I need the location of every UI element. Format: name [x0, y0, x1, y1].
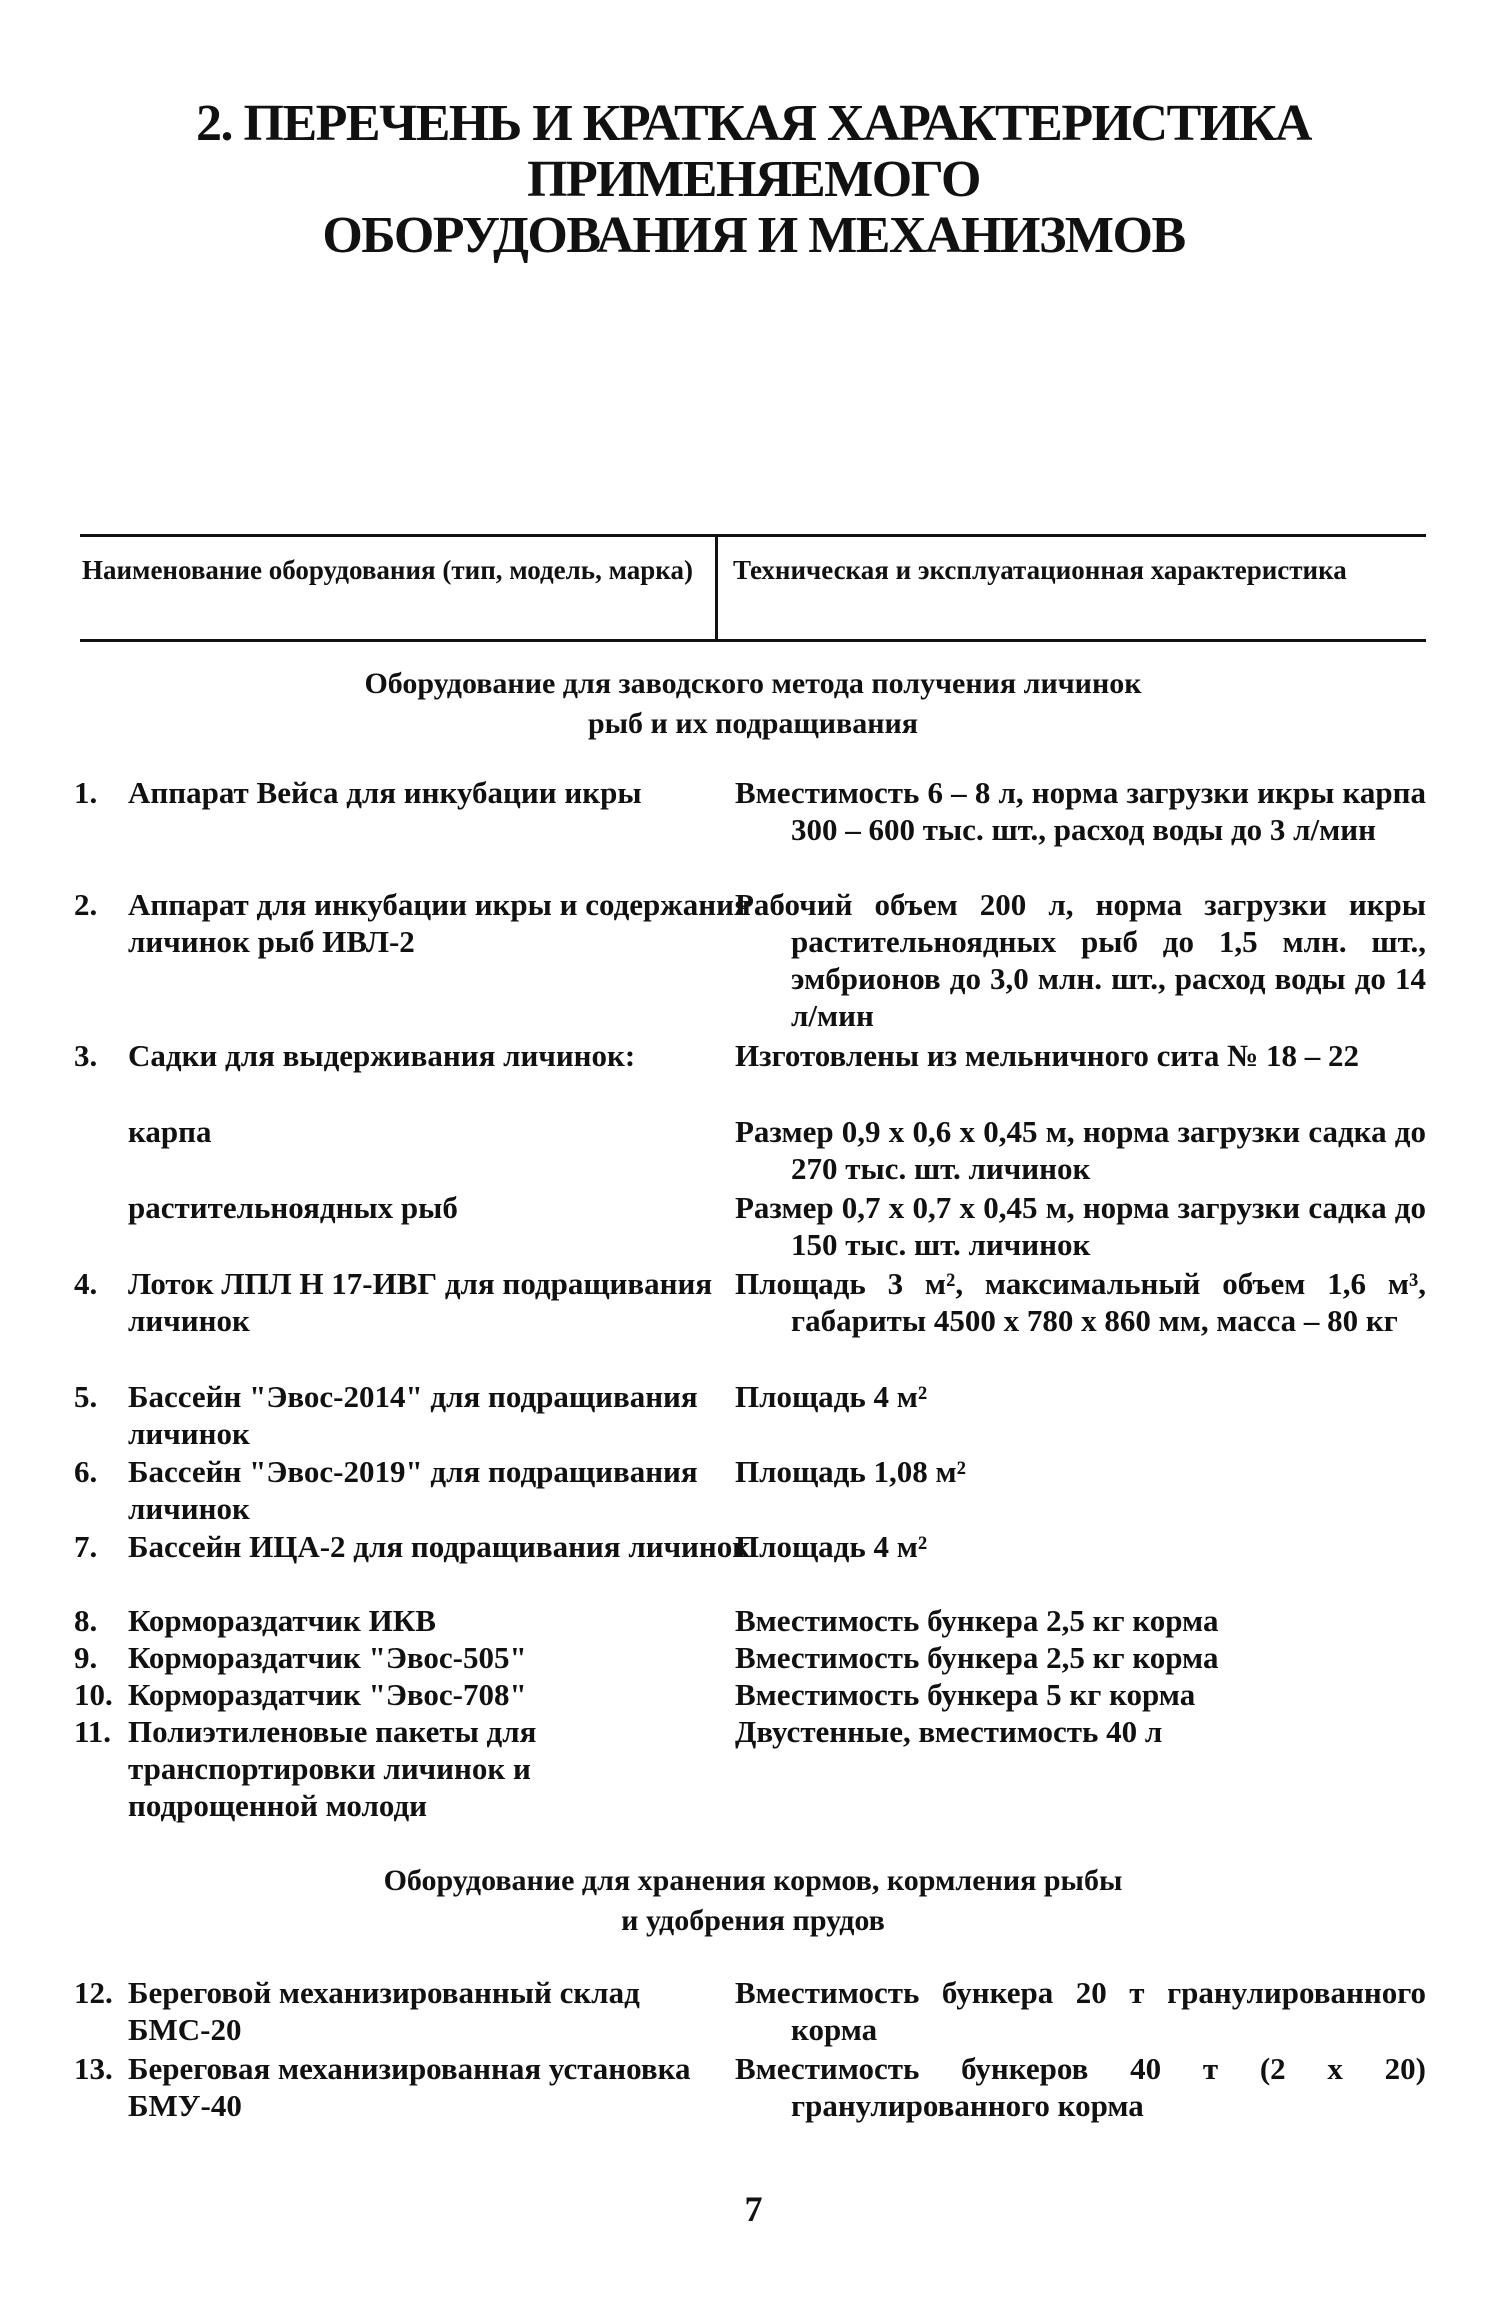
page-title-line-1: 2. ПЕРЕЧЕНЬ И КРАТКАЯ ХАРАКТЕРИСТИКА ПРИМЕНЯЕМОГО [196, 95, 1311, 208]
equipment-characteristics: Двустенные, вместимость 40 л [735, 1714, 1163, 1749]
row-number: 2. [74, 887, 98, 922]
page-title-line-2: ОБОРУДОВАНИЯ И МЕХАНИЗМОВ [322, 207, 1185, 264]
equipment-characteristics: Изготовлены из мельничного сита № 18 – 22 [735, 1038, 1360, 1073]
equipment-characteristics: Площадь 4 м² [735, 1379, 928, 1414]
row-number: 4. [74, 1266, 98, 1301]
header-column-divider [715, 537, 718, 639]
table-header-bottom-rule [80, 639, 1426, 642]
section-heading-line-1: Оборудование для хранения кормов, кормления рыбы [383, 1864, 1123, 1897]
page-title [40, 96, 1467, 264]
equipment-characteristics: Вместимость бункера 20 т гранулированного корма [735, 1975, 1426, 2047]
equipment-name: Лоток ЛПЛ Н 17-ИВГ для подращивания личинок [128, 1266, 713, 1338]
row-number: 8. [74, 1603, 98, 1638]
page-number: 7 [744, 2189, 763, 2229]
column-header-equipment: Наименование оборудования (тип, модель, марка) [82, 555, 693, 585]
equipment-characteristics: Вместимость бункеров 40 т (2 х 20) гранулированного корма [735, 2051, 1426, 2123]
equipment-characteristics: Размер 0,7 х 0,7 х 0,45 м, норма загрузки садка до 150 тыс. шт. личинок [735, 1190, 1426, 1262]
equipment-name: Аппарат для инкубации икры и содержания личинок рыб ИВЛ-2 [128, 887, 751, 959]
equipment-characteristics: Размер 0,9 х 0,6 х 0,45 м, норма загрузки садка до 270 тыс. шт. личинок [735, 1114, 1426, 1186]
section-heading-feed-storage [80, 1861, 1426, 1941]
equipment-name: Кормораздатчик "Эвос-505" [128, 1640, 527, 1675]
equipment-name: растительноядных рыб [128, 1190, 458, 1225]
equipment-name: Береговая механизированная установка БМУ-40 [128, 2051, 691, 2123]
equipment-name: карпа [128, 1114, 212, 1149]
equipment-name: Бассейн ИЦА-2 для подращивания личинок [128, 1529, 751, 1564]
row-number: 3. [74, 1038, 98, 1073]
equipment-name: Аппарат Вейса для инкубации икры [128, 775, 642, 810]
row-number: 11. [74, 1714, 112, 1749]
row-number: 10. [74, 1677, 113, 1712]
column-header-characteristics: Техническая и эксплуатационная характеристика [733, 555, 1347, 585]
equipment-name: Кормораздатчик ИКВ [128, 1603, 436, 1638]
equipment-name: Полиэтиленовые пакеты для транспортировки личинок и подрощенной молоди [128, 1714, 537, 1823]
equipment-name: Садки для выдерживания личинок: [128, 1038, 636, 1073]
row-number: 5. [74, 1379, 98, 1414]
equipment-characteristics: Вместимость бункера 5 кг корма [735, 1677, 1196, 1712]
equipment-characteristics: Вместимость бункера 2,5 кг корма [735, 1603, 1219, 1638]
equipment-characteristics: Площадь 3 м², максимальный объем 1,6 м³, габариты 4500 х 780 х 860 мм, масса – 80 кг [735, 1266, 1426, 1338]
equipment-characteristics: Вместимость бункера 2,5 кг корма [735, 1640, 1219, 1675]
section-heading-factory-method [80, 664, 1426, 744]
row-number: 12. [74, 1975, 113, 2010]
equipment-name: Береговой механизированный склад БМС-20 [128, 1975, 640, 2047]
row-number: 7. [74, 1529, 98, 1564]
equipment-name: Кормораздатчик "Эвос-708" [128, 1677, 527, 1712]
equipment-characteristics: Площадь 1,08 м² [735, 1454, 966, 1489]
row-number: 9. [74, 1640, 98, 1675]
section-heading-line-2: рыб и их подращивания [587, 707, 919, 740]
section-heading-line-1: Оборудование для заводского метода получения личинок [364, 667, 1142, 700]
row-number: 13. [74, 2051, 113, 2086]
row-number: 6. [74, 1454, 98, 1489]
row-number: 1. [74, 775, 98, 810]
equipment-characteristics: Вместимость 6 – 8 л, норма загрузки икры карпа 300 – 600 тыс. шт., расход воды до 3 л/мин [735, 775, 1426, 847]
equipment-characteristics: Рабочий объем 200 л, норма загрузки икры растительноядных рыб до 1,5 млн. шт., эмбрионов до 3,0 млн. шт., расход воды до 14 л/мин [735, 887, 1426, 1033]
equipment-name: Бассейн "Эвос-2014" для подращивания личинок [128, 1379, 698, 1451]
equipment-name: Бассейн "Эвос-2019" для подращивания личинок [128, 1454, 698, 1526]
section-heading-line-2: и удобрения прудов [621, 1904, 885, 1937]
equipment-characteristics: Площадь 4 м² [735, 1529, 928, 1564]
table-top-rule [80, 534, 1426, 537]
